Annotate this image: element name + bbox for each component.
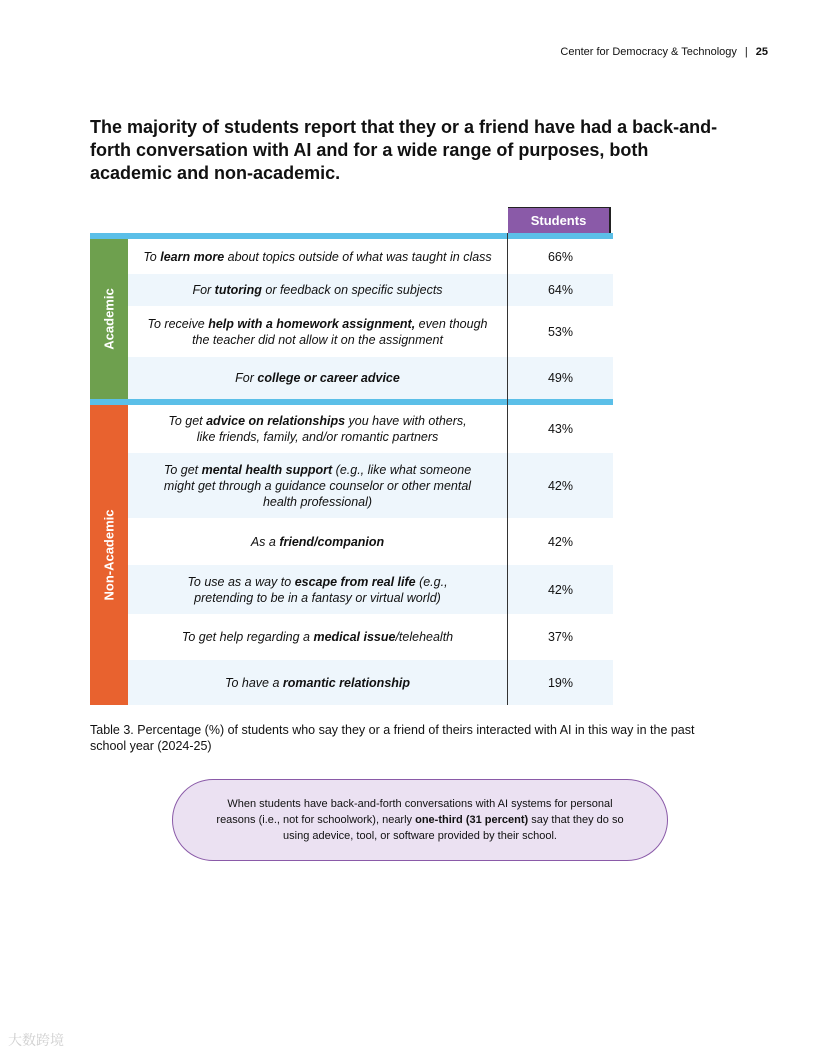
- table-row: [128, 453, 613, 518]
- row-value: 53%: [547, 324, 574, 339]
- table-row: [128, 357, 613, 399]
- row-value: 42%: [547, 534, 574, 549]
- table-row: [128, 241, 613, 273]
- academic-band: [90, 239, 128, 399]
- row-purpose: To receive help with a homework assignment, even though the teacher did not allow it on the assignment: [147, 316, 488, 347]
- row-purpose: To learn more about topics outside of what was taught in class: [143, 250, 492, 264]
- table-row: [128, 519, 613, 564]
- table-row: [128, 565, 613, 614]
- page-number: 25: [755, 46, 768, 58]
- row-value: 19%: [508, 660, 613, 705]
- row-purpose: To get mental health support (e.g., like what someone might get through a guidance counselor or other mental health professional): [163, 462, 472, 509]
- watermark-logo: 大数跨境: [8, 1032, 64, 1048]
- row-value: 37%: [547, 630, 574, 644]
- row-value: 42%: [508, 565, 613, 614]
- row-value: 43%: [547, 422, 574, 436]
- page-header: [560, 46, 768, 58]
- page-heading: The majority of students report that they or a friend have had a back-and-forth conversation with AI and for a wide range of purposes, both academic and non-academic.: [90, 117, 718, 183]
- row-purpose: As a friend/companion: [250, 534, 385, 549]
- row-purpose: To have a romantic relationship: [224, 675, 411, 690]
- org-name: Center for Democracy & Technology: [560, 46, 737, 58]
- students-column-header: Students: [508, 207, 611, 233]
- callout-box: [172, 779, 668, 861]
- non-academic-stripe: [90, 399, 613, 405]
- row-purpose: For tutoring or feedback on specific subjects: [192, 283, 443, 297]
- row-purpose: To get advice on relationships you have with others, like friends, family, and/or romantic partners: [168, 414, 467, 444]
- table-row: [128, 274, 613, 306]
- table-row: [128, 615, 613, 659]
- header-separator: |: [744, 46, 748, 58]
- row-value: 49%: [508, 357, 613, 399]
- non-academic-label: Non-Academic: [101, 509, 117, 601]
- table-row: [128, 406, 613, 452]
- table-row: [128, 307, 613, 356]
- non-academic-band: [90, 405, 128, 705]
- row-value: 42%: [508, 453, 613, 518]
- table-caption: Table 3. Percentage (%) of students who say they or a friend of theirs interacted with AI in this way in the past school year (2024-25): [90, 723, 695, 753]
- row-purpose: For college or career advice: [235, 371, 400, 385]
- table-row: [128, 660, 613, 705]
- row-value: 64%: [508, 274, 613, 306]
- row-purpose: To use as a way to escape from real life (e.g., pretending to be in a fantasy or virtual world): [187, 574, 448, 605]
- callout-text: When students have back-and-forth conversations with AI systems for personal reasons (i.e., not for schoolwork), nearly one-third (31 percent) say that they do so using adevice, tool, or software provided by their school.: [216, 798, 624, 842]
- row-purpose: To get help regarding a medical issue/telehealth: [181, 630, 454, 644]
- academic-label: Academic: [101, 288, 117, 350]
- row-value: 66%: [547, 250, 574, 264]
- academic-stripe: [90, 233, 613, 239]
- column-divider: [507, 233, 508, 705]
